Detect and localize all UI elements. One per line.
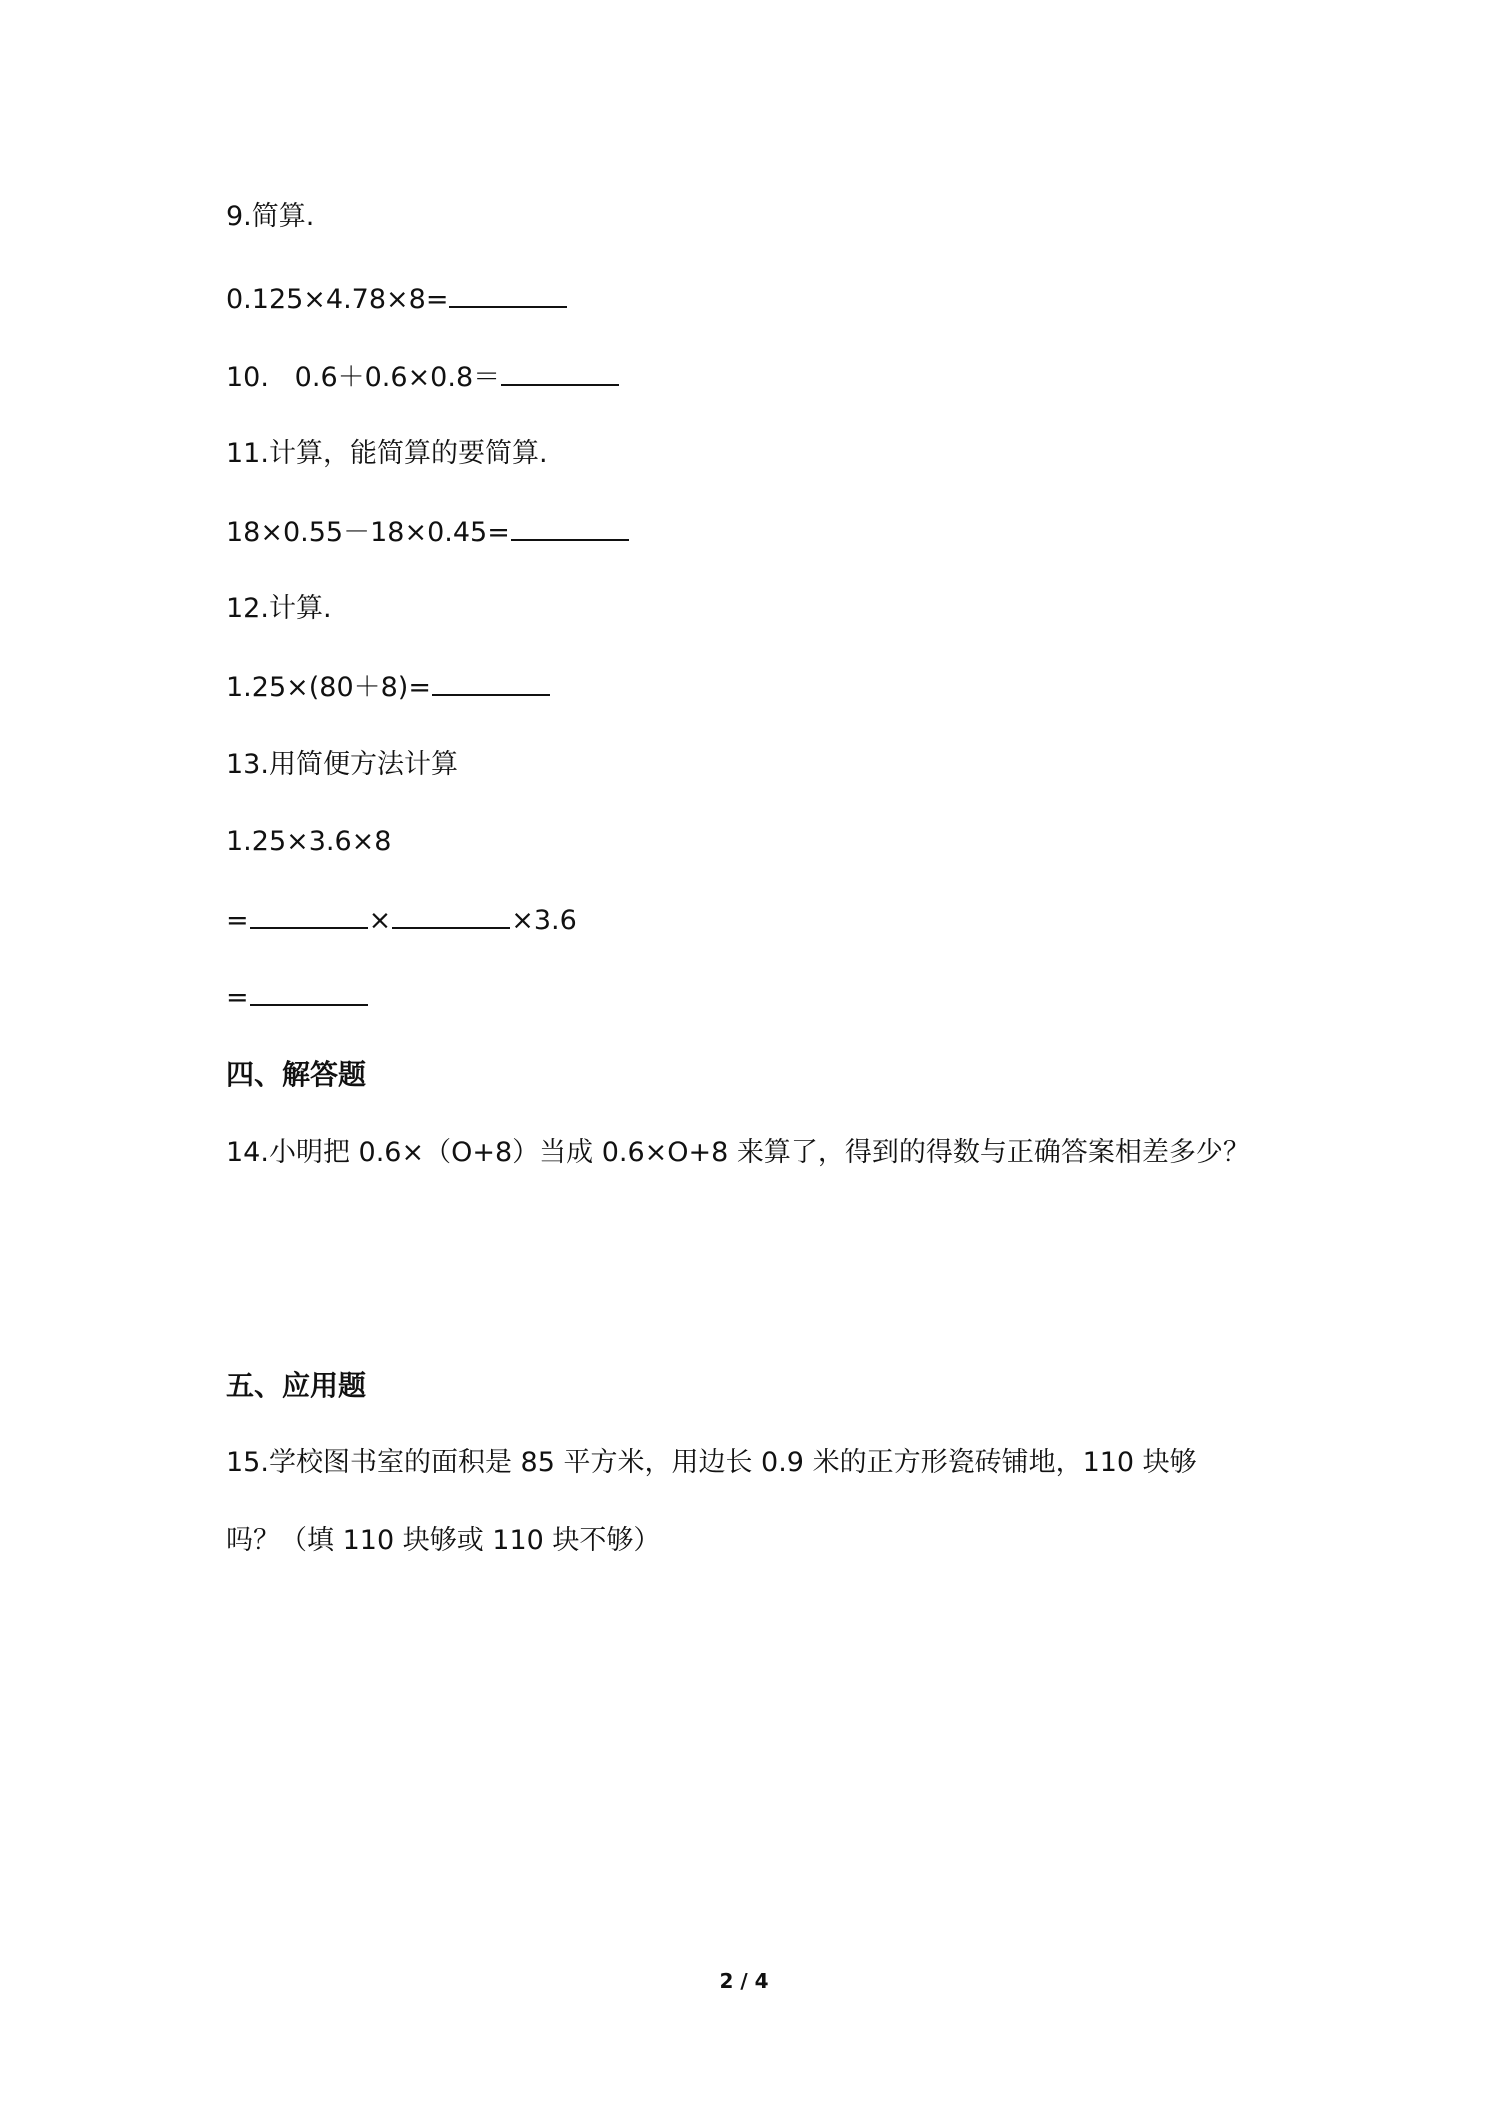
answer-blank[interactable] xyxy=(250,980,368,1006)
question-15-line-1: 15.学校图书室的面积是 85 平方米，用边长 0.9 米的正方形瓷砖铺地，110 块够 xyxy=(226,1447,1197,1478)
question-9-expression xyxy=(226,282,568,317)
answer-blank-1[interactable] xyxy=(250,903,368,929)
question-10-expression xyxy=(226,360,620,395)
question-9-title: 9.简算. xyxy=(226,201,315,232)
answer-blank[interactable] xyxy=(501,360,619,386)
question-11-expression xyxy=(226,515,630,550)
question-15-line-2: 吗？（填 110 块够或 110 块不够） xyxy=(226,1525,661,1556)
expression-tail: ×3.6 xyxy=(511,905,577,936)
answer-blank[interactable] xyxy=(432,670,550,696)
question-11-title: 11.计算，能简算的要简算. xyxy=(226,438,548,469)
expression-text: 10. 0.6＋0.6×0.8＝ xyxy=(226,362,501,393)
section-5-heading: 五、应用题 xyxy=(226,1369,367,1402)
question-12-expression xyxy=(226,670,551,705)
equals-sign: = xyxy=(226,982,249,1013)
expression-text: 18×0.55－18×0.45= xyxy=(226,517,510,548)
question-13-line-1: 1.25×3.6×8 xyxy=(226,826,392,857)
answer-blank-2[interactable] xyxy=(392,903,510,929)
question-13-title: 13.用简便方法计算 xyxy=(226,749,458,780)
equals-sign: = xyxy=(226,905,249,936)
question-14-text: 14.小明把 0.6×（O+8）当成 0.6×O+8 来算了，得到的得数与正确答案相差多少？ xyxy=(226,1137,1250,1168)
times-sign: × xyxy=(368,905,392,936)
answer-blank[interactable] xyxy=(511,515,629,541)
page-number: 2 / 4 xyxy=(719,1969,769,1993)
expression-text: 1.25×(80＋8)= xyxy=(226,672,431,703)
question-13-line-3 xyxy=(226,980,369,1015)
question-13-line-2 xyxy=(226,903,577,938)
section-4-heading: 四、解答题 xyxy=(226,1058,367,1091)
question-12-title: 12.计算. xyxy=(226,593,332,624)
answer-blank[interactable] xyxy=(449,282,567,308)
expression-text: 0.125×4.78×8= xyxy=(226,284,449,315)
